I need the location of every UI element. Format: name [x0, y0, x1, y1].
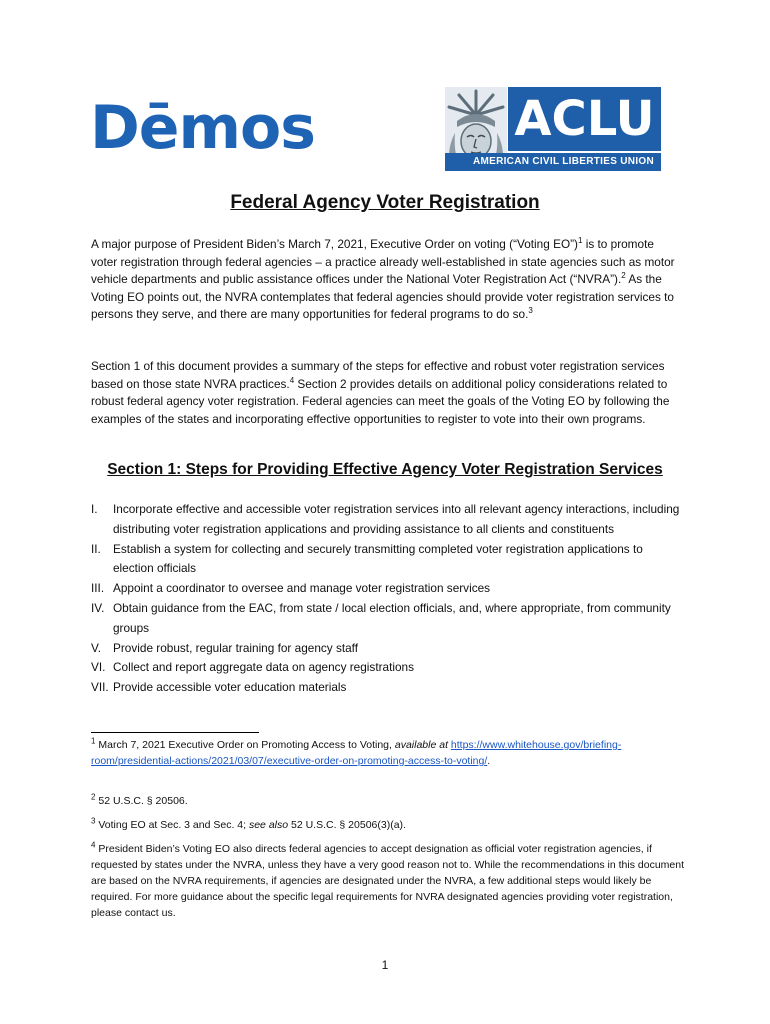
- list-item: [91, 678, 681, 698]
- footnote-link[interactable]: https://www.whitehouse.gov/briefing-room/presidential-actions/2021/03/07/executive-order-on-promoting-access-to-voting/: [91, 739, 622, 767]
- list-item-text: Obtain guidance from the EAC, from state / local election officials, and, where appropriate, from community groups: [113, 600, 671, 635]
- list-item: [91, 579, 681, 599]
- list-item: [91, 599, 681, 639]
- footnote-number: 2: [91, 792, 96, 802]
- footnote-text: March 7, 2021 Executive Order on Promoting Access to Voting,: [95, 739, 395, 751]
- footnote-ref[interactable]: 4: [289, 375, 295, 385]
- footnote-2: [91, 793, 686, 809]
- list-item-text: Collect and report aggregate data on agency registrations: [113, 660, 415, 675]
- footnote-text: 52 U.S.C. § 20506(3)(a).: [288, 819, 406, 831]
- demos-wordmark: Dēmos: [90, 93, 315, 163]
- footnote-text: President Biden’s Voting EO also directs federal agencies to accept designation as official voter registration agencies, if requested by states under the NVRA, unless they have a very good reason not to. While the recommendations in this document are based on the NVRA requirements, if agencies are designated under the NVRA, a few additional steps would likely be required. For more guidance about the specific legal requirements for NVRA designated agencies providing voter registration, please contact us.: [91, 843, 684, 919]
- list-item: [91, 540, 681, 580]
- footnote-ref[interactable]: 3: [528, 306, 533, 316]
- intro-paragraph-1: [91, 236, 681, 324]
- footnote-number: 4: [91, 840, 96, 850]
- footnote-text: 52 U.S.C. § 20506.: [95, 795, 188, 807]
- section-1-heading: Section 1: Steps for Providing Effective Agency Voter Registration Services: [107, 461, 663, 478]
- footnote-text: Voting EO at Sec. 3 and Sec. 4;: [95, 819, 249, 831]
- list-item: [91, 639, 681, 659]
- list-item-text: Provide robust, regular training for agency staff: [113, 640, 359, 655]
- intro-text: Section 2 provides details on additional policy considerations related to robust federal agency voter registration. Federal agencies can meet the goals of the Voting EO by following the examples of the states and incorporating effective opportunities to register to vote into their own programs.: [91, 376, 670, 426]
- aclu-logo: [445, 87, 661, 171]
- footnote-number: 1: [91, 736, 96, 746]
- list-item-number: VI.: [91, 660, 106, 675]
- demos-logo: [90, 93, 315, 163]
- intro-text: A major purpose of President Biden’s March 7, 2021, Executive Order on voting (“Voting EO”): [91, 237, 578, 251]
- list-item-number: II.: [91, 541, 101, 556]
- footnote-italic: available at: [394, 739, 448, 751]
- list-item: [91, 658, 681, 678]
- list-item-text: Appoint a coordinator to oversee and manage voter registration services: [113, 581, 491, 596]
- list-item-text: Provide accessible voter education materials: [113, 680, 347, 695]
- aclu-wordmark: ACLU: [508, 87, 661, 151]
- aclu-full-name: AMERICAN CIVIL LIBERTIES UNION: [445, 153, 661, 171]
- list-item-number: I.: [91, 502, 98, 516]
- list-item: [91, 500, 681, 540]
- footnote-text: .: [487, 755, 491, 767]
- page-title: Federal Agency Voter Registration: [230, 192, 540, 213]
- footnote-3: [91, 817, 686, 833]
- intro-text: is to promote voter registration through federal agencies – a practice already well-established in state agencies such as motor vehicle departments and public assistance offices under the National Voter Registration Act (“NVRA”).: [91, 237, 675, 286]
- footnote-number: 3: [91, 816, 96, 826]
- list-item-text: Establish a system for collecting and securely transmitting completed voter registration applications to election officials: [113, 541, 643, 576]
- footnote-ref[interactable]: 1: [577, 236, 583, 246]
- footnote-italic: see also: [248, 819, 289, 831]
- list-item-number: III.: [91, 581, 105, 596]
- intro-text: As the Voting EO points out, the NVRA contemplates that federal agencies should provide voter registration services to persons they serve, and there are many opportunities for federal programs to do so.: [91, 272, 674, 321]
- list-item-number: VII.: [91, 680, 109, 695]
- steps-list: [91, 500, 681, 698]
- list-item-number: IV.: [91, 600, 105, 615]
- intro-paragraph-2: [91, 358, 681, 428]
- list-item-text: Incorporate effective and accessible voter registration services into all relevant agency interactions, including distributing voter registration applications and providing assistance to all clients and constituents: [113, 502, 680, 536]
- list-item-number: V.: [91, 640, 102, 655]
- footnote-ref[interactable]: 2: [621, 271, 626, 281]
- footnote-1: [91, 737, 686, 769]
- page-number: 1: [381, 958, 389, 972]
- footnote-divider: [91, 732, 259, 733]
- intro-text: Section 1 of this document provides a summary of the steps for effective and robust voter registration services based on those state NVRA practices.: [91, 359, 665, 391]
- footnote-4: [91, 841, 686, 921]
